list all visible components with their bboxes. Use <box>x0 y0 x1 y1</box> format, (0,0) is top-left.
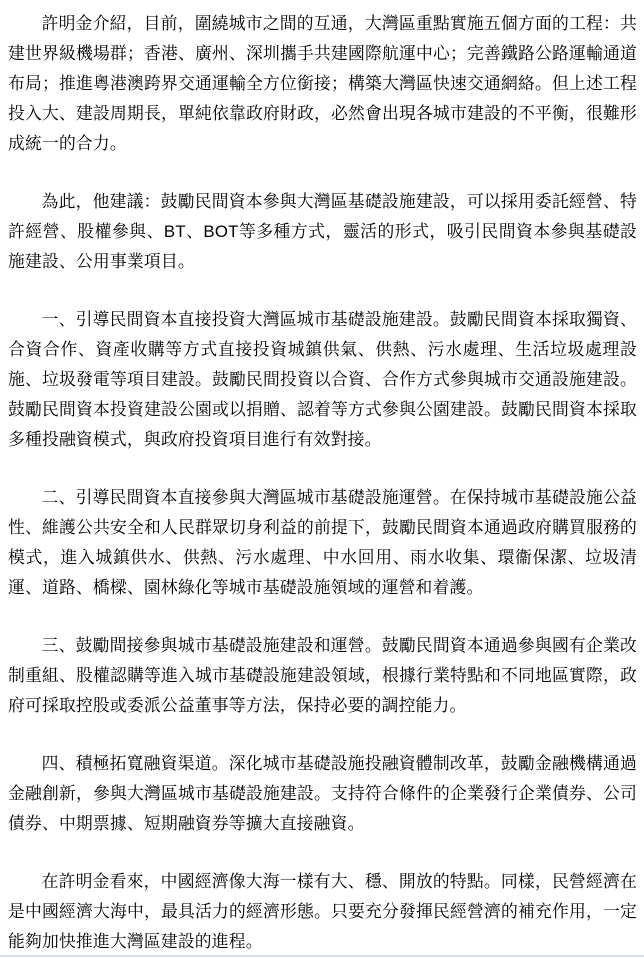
article-paragraph: 四、積極拓寬融資渠道。深化城市基礎設施投融資體制改革，鼓勵金融機構通過金融創新，參與大灣區城市基礎設施建設。支持符合條件的企業發行企業債券、公司債券、中期票據、短期融資券等擴大直接融資。 <box>8 754 637 833</box>
article-paragraph: 為此，他建議：鼓勵民間資本參與大灣區基礎設施建設，可以採用委託經營、特許經營、股權參與、BT、BOT等多種方式，靈活的形式，吸引民間資本參與基礎設施建設、公用事業項目。 <box>8 192 637 271</box>
article-paragraph: 許明金介紹，目前，圍繞城市之間的互通，大灣區重點實施五個方面的工程：共建世界級機場群；香港、廣州、深圳攜手共建國際航運中心；完善鐵路公路運輸通道布局；推進粵港澳跨界交通運輸全方位銜接；構築大灣區快速交通網絡。但上述工程投入大、建設周期長，單純依靠政府財政，必然會出現各城市建設的不平衡，很難形成統一的合力。 <box>8 14 637 153</box>
article-paragraph: 二、引導民間資本直接參與大灣區城市基礎設施運營。在保持城市基礎設施公益性、維護公共安全和人民群眾切身利益的前提下，鼓勵民間資本通過政府購買服務的模式，進入城鎮供水、供熱、污水處理、中水回用、雨水收集、環衞保潔、垃圾清運、道路、橋樑、園林綠化等城市基礎設施領域的運營和着護。 <box>8 488 637 597</box>
article-paragraph: 一、引導民間資本直接投資大灣區城市基礎設施建設。鼓勵民間資本採取獨資、合資合作、資產收購等方式直接投資城鎮供氣、供熱、污水處理、生活垃圾處理設施、垃圾發電等項目建設。鼓勵民間投資以合資、合作方式參與城市交通設施建設。鼓勵民間資本投資建設公園或以捐贈、認着等方式參與公園建設。鼓勵民間資本採取多種投融資模式，與政府投資項目進行有效對接。 <box>8 310 637 449</box>
bottom-divider <box>0 955 644 957</box>
article-paragraph: 三、鼓勵間接參與城市基礎設施建設和運營。鼓勵民間資本通過參與國有企業改制重組、股權認購等進入城市基礎設施建設領域，根據行業特點和不同地區實際，政府可採取控股或委派公益董事等方法，保持必要的調控能力。 <box>8 636 637 715</box>
article-paragraph: 在許明金看來，中國經濟像大海一樣有大、穩、開放的特點。同樣，民營經濟在是中國經濟大海中，最具活力的經濟形態。只要充分發揮民經營濟的補充作用，一定能夠加快推進大灣區建設的進程。 <box>8 872 637 951</box>
